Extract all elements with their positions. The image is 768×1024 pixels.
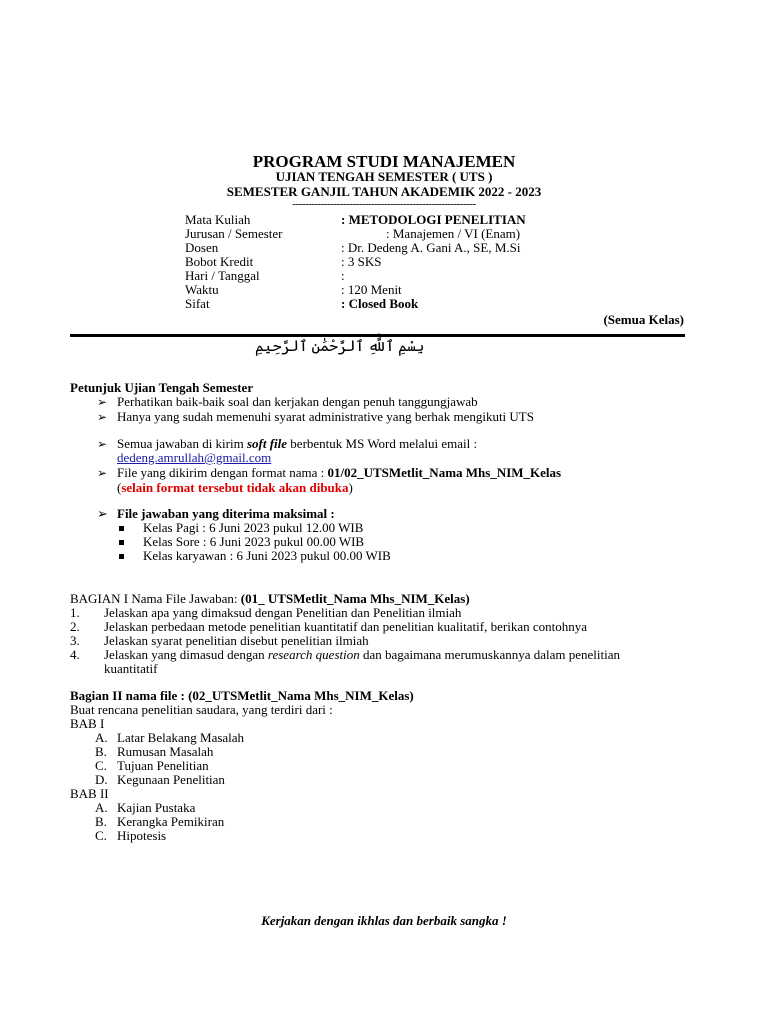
- basmalah-calligraphy: بِسْمِ ٱللَّٰهِ ٱلرَّحْمَٰنِ ٱلرَّحِيمِ: [255, 339, 425, 355]
- question-text-part: Jelaskan yang dimasud dengan: [104, 647, 268, 662]
- question-number: 3.: [70, 633, 80, 648]
- question-text-part: dan bagaimana merumuskannya dalam penelitian: [359, 647, 621, 662]
- header-rule: [70, 334, 685, 337]
- info-label: Mata Kuliah: [185, 212, 251, 227]
- square-bullet-icon: [119, 554, 124, 559]
- question-number: 2.: [70, 619, 80, 634]
- research-question-term: research question: [267, 647, 360, 662]
- closing-text: Kerjakan dengan ikhlas dan berbaik sangka !: [261, 913, 507, 928]
- info-label: Dosen: [185, 240, 219, 255]
- info-value: : Manajemen / VI (Enam): [386, 226, 521, 241]
- instruction-item: [117, 437, 477, 451]
- bab-2-heading: BAB II: [70, 786, 109, 801]
- instruction-text: File yang dikirim dengan format nama :: [117, 465, 328, 480]
- instruction-item: [117, 466, 561, 480]
- list-item: Tujuan Penelitian: [117, 758, 209, 773]
- instruction-text: berbentuk MS Word melalui email :: [287, 436, 478, 451]
- arrow-bullet-icon: ➢: [97, 466, 108, 480]
- list-item: Latar Belakang Masalah: [117, 730, 245, 745]
- list-letter: C.: [95, 828, 107, 843]
- info-label: Hari / Tanggal: [185, 268, 260, 283]
- section-2-title: Bagian II nama file : (02_UTSMetlit_Nama Mhs_NIM_Kelas): [70, 688, 414, 703]
- list-item: Kegunaan Penelitian: [117, 772, 225, 787]
- list-letter: B.: [95, 814, 107, 829]
- question-text: [104, 648, 620, 662]
- info-value: : METODOLOGI PENELITIAN: [341, 212, 526, 227]
- section-1-title: [70, 592, 470, 606]
- bab-1-heading: BAB I: [70, 716, 105, 731]
- arrow-bullet-icon: ➢: [97, 506, 108, 521]
- instruction-text: Semua jawaban di kirim: [117, 436, 247, 451]
- arrow-bullet-icon: ➢: [97, 410, 108, 424]
- question-text: Jelaskan perbedaan metode penelitian kuantitatif dan penelitian kualitatif, berikan contohnya: [104, 619, 587, 634]
- section-title-text: BAGIAN I Nama File Jawaban:: [70, 591, 241, 606]
- info-value: : Closed Book: [341, 296, 419, 311]
- info-value: : 3 SKS: [341, 254, 382, 269]
- exam-subtitle: UJIAN TENGAH SEMESTER ( UTS ): [275, 169, 493, 184]
- paren: (: [117, 480, 122, 495]
- arrow-bullet-icon: ➢: [97, 395, 108, 409]
- info-label: Waktu: [185, 282, 219, 297]
- deadline-item: Kelas Sore : 6 Juni 2023 pukul 00.00 WIB: [143, 534, 365, 549]
- list-item: Kajian Pustaka: [117, 800, 196, 815]
- info-value: :: [341, 268, 345, 283]
- email-link[interactable]: dedeng.amrullah@gmail.com: [117, 450, 272, 465]
- info-label: Sifat: [185, 296, 210, 311]
- square-bullet-icon: [119, 526, 124, 531]
- info-label: Bobot Kredit: [185, 254, 254, 269]
- deadline-item: Kelas Pagi : 6 Juni 2023 pukul 12.00 WIB: [143, 520, 364, 535]
- section-filename: (01_ UTSMetlit_Nama Mhs_NIM_Kelas): [240, 591, 470, 606]
- info-label: Jurusan / Semester: [185, 226, 283, 241]
- section-2-intro: Buat rencana penelitian saudara, yang terdiri dari :: [70, 702, 333, 717]
- instruction-item: Hanya yang sudah memenuhi syarat administrative yang berhak mengikuti UTS: [117, 409, 534, 424]
- list-item: Rumusan Masalah: [117, 744, 214, 759]
- closing-note: [0, 914, 768, 928]
- info-value: : Dr. Dedeng A. Gani A., SE, M.Si: [341, 240, 521, 255]
- question-text-continued: kuantitatif: [104, 661, 158, 676]
- info-value: : 120 Menit: [341, 282, 402, 297]
- list-letter: A.: [95, 730, 108, 745]
- deadline-item: Kelas karyawan : 6 Juni 2023 pukul 00.00 WIB: [143, 548, 391, 563]
- instruction-item: File jawaban yang diterima maksimal :: [117, 506, 335, 521]
- instruction-warning: [117, 481, 353, 495]
- warning-text: selain format tersebut tidak akan dibuka: [121, 480, 349, 495]
- question-number: 4.: [70, 647, 80, 662]
- list-letter: A.: [95, 800, 108, 815]
- question-text: Jelaskan syarat penelitian disebut penelitian ilmiah: [104, 633, 369, 648]
- soft-file-term: soft file: [246, 436, 288, 451]
- question-text: Jelaskan apa yang dimaksud dengan Penelitian dan Penelitian ilmiah: [104, 605, 462, 620]
- list-item: Kerangka Pemikiran: [117, 814, 225, 829]
- list-letter: B.: [95, 744, 107, 759]
- academic-year: SEMESTER GANJIL TAHUN AKADEMIK 2022 - 2023: [226, 184, 542, 199]
- paren: ): [348, 480, 353, 495]
- page-title: PROGRAM STUDI MANAJEMEN: [252, 152, 516, 171]
- filename-format: 01/02_UTSMetlit_Nama Mhs_NIM_Kelas: [327, 465, 562, 480]
- question-number: 1.: [70, 605, 80, 620]
- dash-divider: ----------------------------------------------------------: [292, 198, 476, 210]
- arrow-bullet-icon: ➢: [97, 437, 108, 451]
- instructions-title: Petunjuk Ujian Tengah Semester: [70, 380, 254, 395]
- list-letter: C.: [95, 758, 107, 773]
- square-bullet-icon: [119, 540, 124, 545]
- list-item: Hipotesis: [117, 828, 167, 843]
- instruction-item: Perhatikan baik-baik soal dan kerjakan dengan penuh tanggungjawab: [117, 394, 478, 409]
- semua-kelas-note: (Semua Kelas): [603, 312, 684, 327]
- list-letter: D.: [95, 772, 108, 787]
